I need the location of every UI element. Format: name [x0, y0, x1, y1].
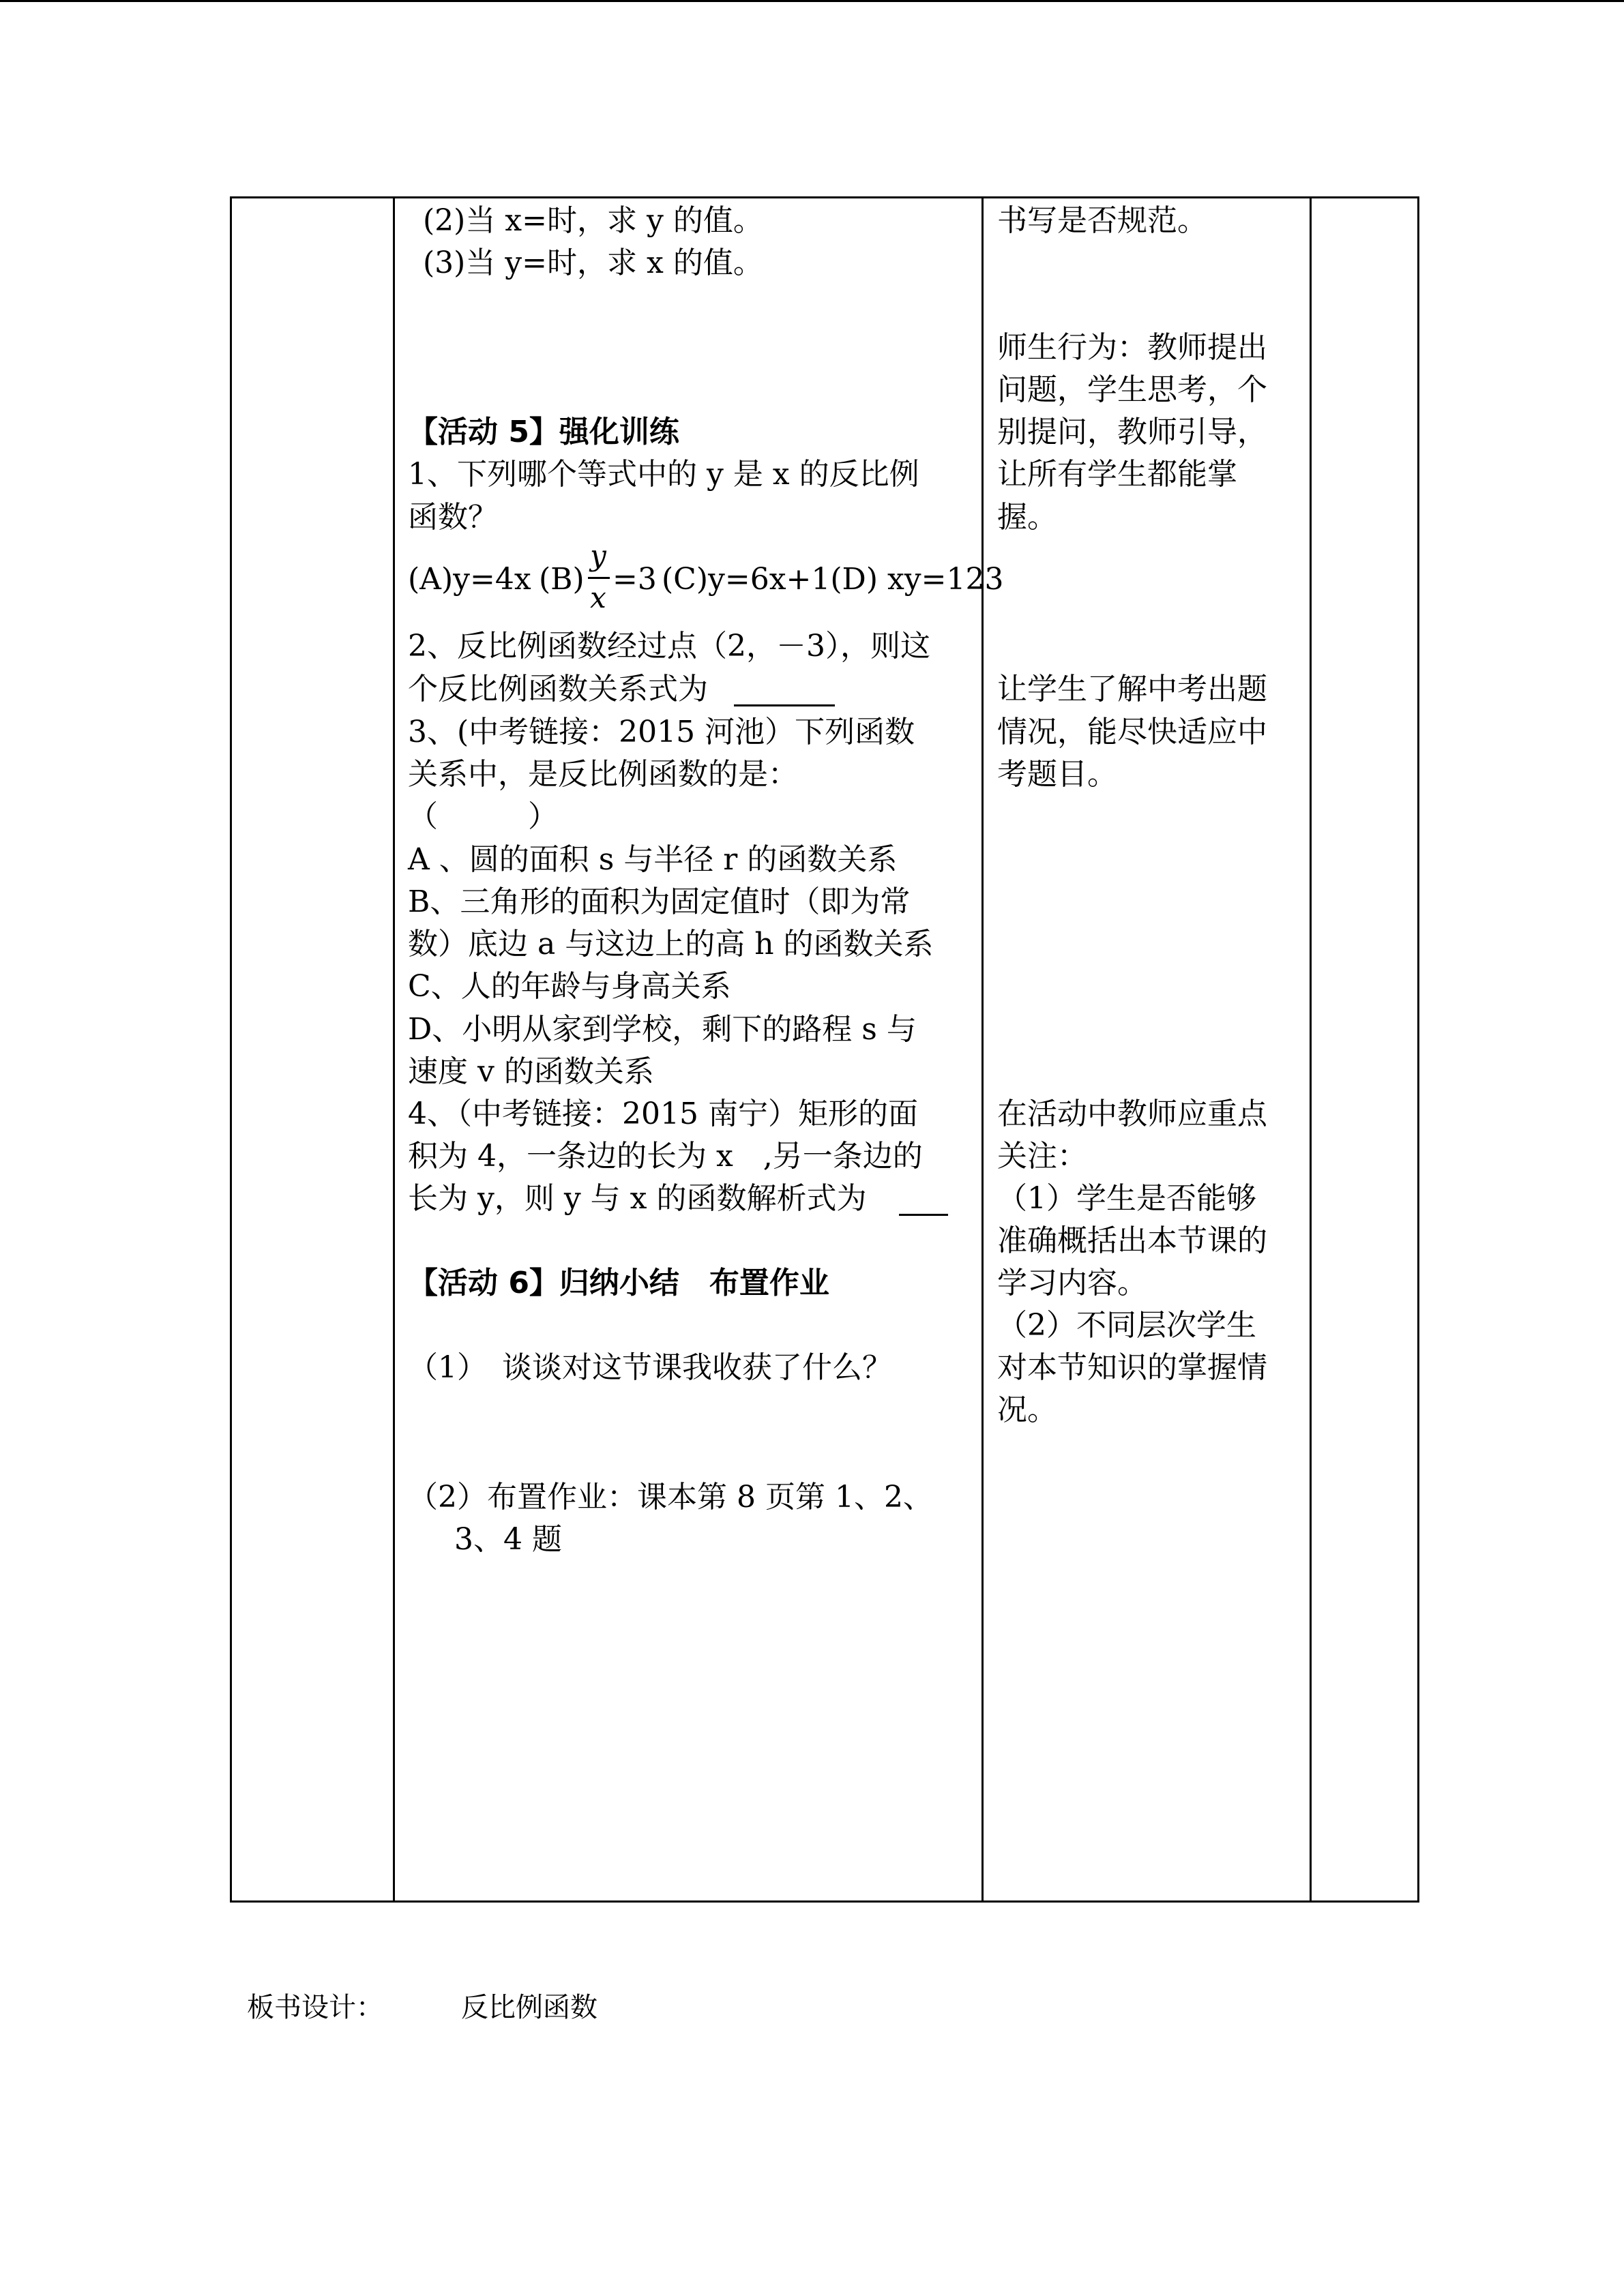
note-focus-line-2: 关注：	[997, 1139, 1087, 1174]
note-exam-line-3: 考题目。	[997, 757, 1117, 792]
note-teacher-student-line-1: 师生行为：教师提出	[997, 330, 1267, 365]
board-design-title: 反比例函数	[461, 1992, 597, 2023]
note-focus-line-1: 在活动中教师应重点	[997, 1097, 1267, 1131]
note-focus-line-4: 准确概括出本节课的	[997, 1223, 1267, 1258]
summary-question-2-line-1: （2）布置作业：课本第 8 页第 1、2、	[408, 1480, 933, 1515]
exercise-1-options-cd: (C)y=6x+1(D) xy=123	[662, 562, 1004, 597]
note-teacher-student-line-5: 握。	[997, 500, 1057, 535]
note-focus-line-5: 学习内容。	[997, 1266, 1147, 1300]
answer-blank-2	[734, 704, 835, 706]
answer-blank-4	[899, 1214, 948, 1216]
page-top-border	[0, 0, 1624, 2]
activity-6-title: 【活动 6】归纳小结 布置作业	[408, 1266, 829, 1300]
question-3: (3)当 y=时，求 x 的值。	[423, 245, 763, 280]
exercise-3-option-b-line-2: 数）底边 a 与这边上的高 h 的函数关系	[408, 927, 934, 961]
note-focus-line-3: （1）学生是否能够	[997, 1181, 1256, 1216]
activity-5-title: 【活动 5】强化训练	[408, 415, 679, 449]
exercise-2-line-1: 2、反比例函数经过点（2，－3），则这	[408, 629, 930, 664]
exercise-3-option-d-line-1: D、小明从家到学校，剩下的路程 s 与	[408, 1012, 917, 1047]
exercise-3-paren: （ ）	[408, 799, 558, 834]
lesson-table	[230, 196, 1419, 1903]
exercise-3-option-d-line-2: 速度 v 的函数关系	[408, 1054, 654, 1089]
exercise-1-line-2: 函数？	[408, 500, 498, 535]
note-writing-standard: 书写是否规范。	[997, 203, 1207, 238]
note-teacher-student-line-2: 问题，学生思考，个	[997, 372, 1267, 407]
fraction-denominator: x	[590, 581, 606, 614]
summary-question-2-line-2: 3、4 题	[454, 1522, 562, 1557]
fraction-bar	[588, 577, 610, 579]
note-focus-line-8: 况。	[997, 1392, 1057, 1427]
exercise-3-line-2: 关系中，是反比例函数的是：	[408, 757, 798, 792]
exercise-1-line-1: 1、下列哪个等式中的 y 是 x 的反比例	[408, 457, 919, 492]
exercise-4-line-2: 积为 4，一条边的长为 x ,另一条边的	[408, 1139, 923, 1174]
note-focus-line-7: 对本节知识的掌握情	[997, 1350, 1267, 1385]
board-design-label: 板书设计：	[247, 1992, 383, 2023]
note-teacher-student-line-4: 让所有学生都能掌	[997, 457, 1237, 492]
column-divider-3	[1310, 198, 1312, 1900]
exercise-2-line-2: 个反比例函数关系式为	[408, 672, 708, 706]
exercise-4-line-1: 4、（中考链接：2015 南宁）矩形的面	[408, 1097, 918, 1131]
note-exam-line-1: 让学生了解中考出题	[997, 672, 1267, 706]
summary-question-1: （1） 谈谈对这节课我收获了什么？	[408, 1350, 892, 1385]
exercise-1-option-b-suffix: =3	[612, 562, 657, 597]
exercise-3-option-c: C、人的年龄与身高关系	[408, 969, 731, 1004]
note-teacher-student-line-3: 别提问，教师引导，	[997, 415, 1267, 449]
exercise-3-line-1: 3、(中考链接：2015 河池）下列函数	[408, 715, 915, 749]
note-exam-line-2: 情况，能尽快适应中	[997, 715, 1267, 749]
exercise-3-option-a: A 、圆的面积 s 与半径 r 的函数关系	[408, 842, 898, 877]
exercise-4-line-3: 长为 y，则 y 与 x 的函数解析式为	[408, 1181, 867, 1216]
question-2: (2)当 x=时，求 y 的值。	[423, 203, 763, 238]
exercise-1-option-b-prefix: (B)	[539, 562, 585, 597]
column-divider-1	[393, 198, 395, 1900]
note-focus-line-6: （2）不同层次学生	[997, 1308, 1256, 1343]
column-divider-2	[981, 198, 984, 1900]
fraction-numerator: y	[590, 539, 606, 572]
exercise-1-option-a: (A)y=4x	[408, 562, 531, 597]
exercise-3-option-b-line-1: B、三角形的面积为固定值时（即为常	[408, 884, 911, 919]
